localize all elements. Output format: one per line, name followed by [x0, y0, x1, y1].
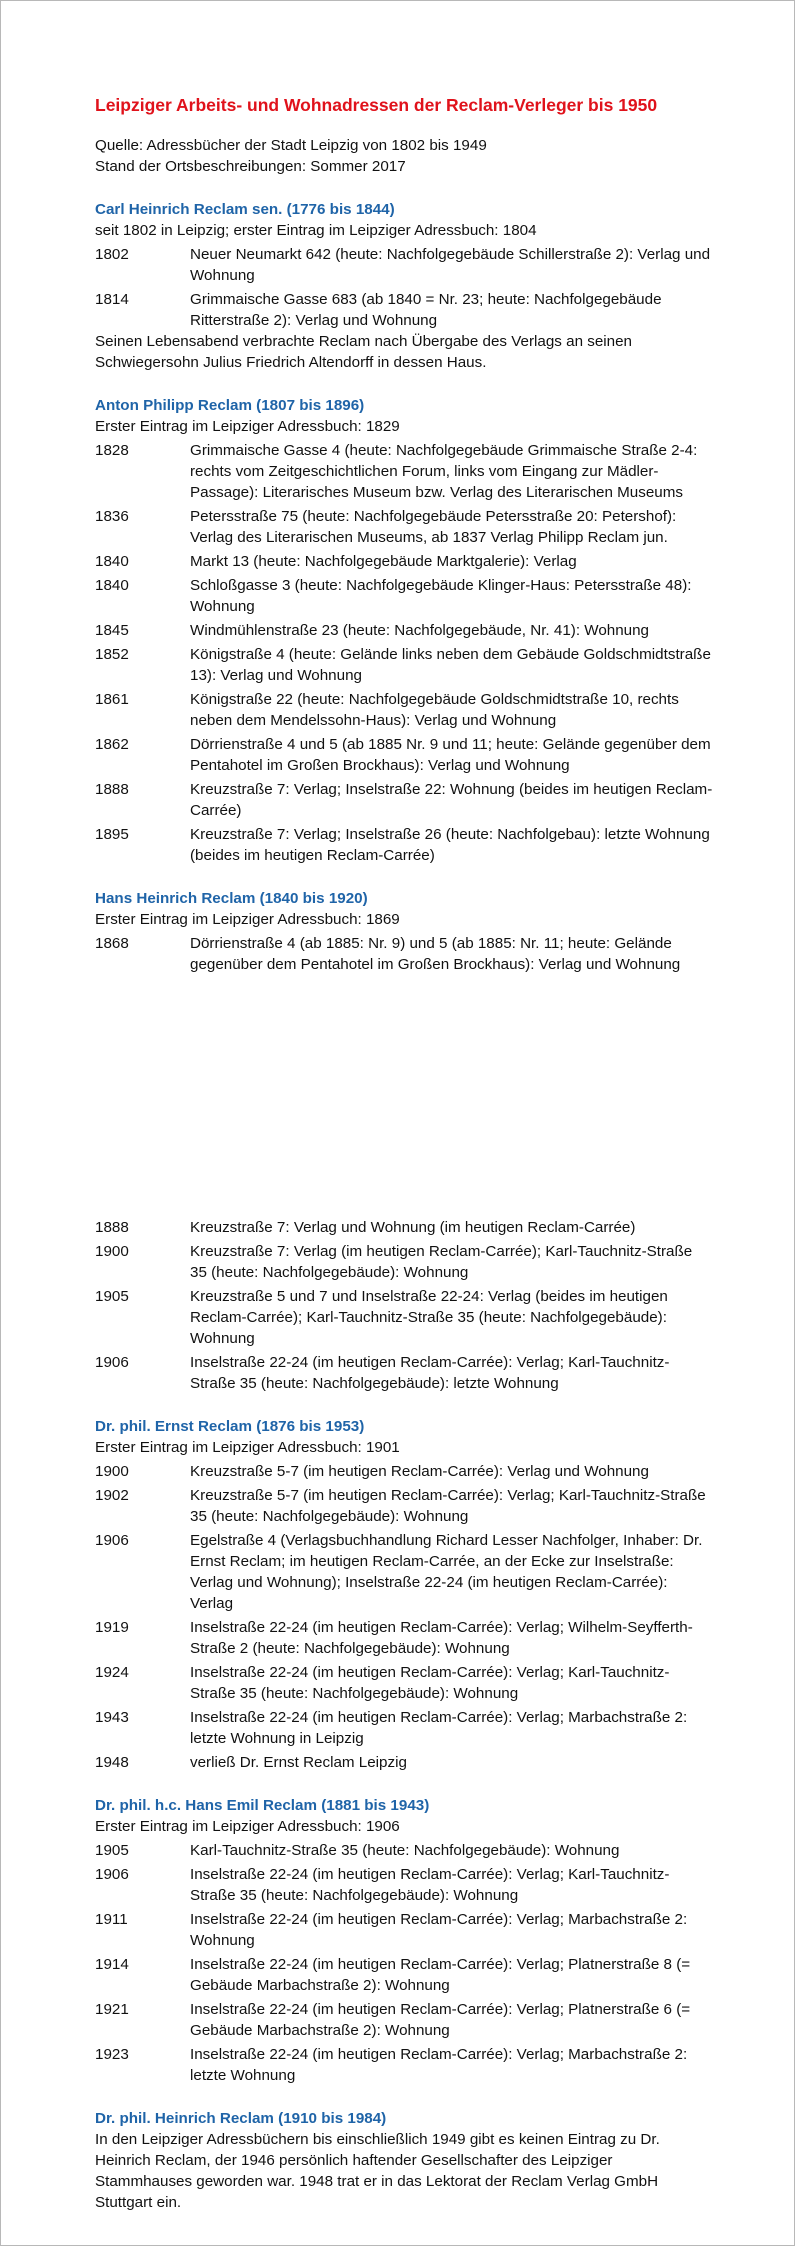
address-entry — [95, 551, 713, 572]
address-entry — [95, 1485, 713, 1527]
entry-address: Inselstraße 22-24 (im heutigen Reclam-Carrée): Verlag; Karl-Tauchnitz-Straße 35 (heute: Nachfolgegebäude): Wohnung — [190, 1866, 670, 1904]
address-entry — [95, 734, 713, 776]
entry-address: Inselstraße 22-24 (im heutigen Reclam-Carrée): Verlag; Marbachstraße 2: letzte Wohnung in Leipzig — [190, 1709, 688, 1747]
entry-address: Kreuzstraße 5-7 (im heutigen Reclam-Carrée): Verlag und Wohnung — [190, 1463, 649, 1480]
person-name: Dr. phil. Heinrich Reclam (1910 bis 1984) — [95, 2110, 387, 2127]
person-section — [95, 2108, 713, 2213]
address-entry — [95, 620, 713, 641]
page-1-content — [95, 93, 713, 975]
address-entry — [95, 1662, 713, 1704]
entry-address: Dörrienstraße 4 (ab 1885: Nr. 9) und 5 (ab 1885: Nr. 11; heute: Gelände gegenüber dem Pentahotel im Großen Brockhaus): Verlag und Wohnung — [190, 935, 681, 973]
address-entry — [95, 2044, 713, 2086]
address-entry — [95, 244, 713, 286]
address-entry — [95, 933, 713, 975]
entry-year: 1900 — [95, 1463, 129, 1480]
person-name: Dr. phil. h.c. Hans Emil Reclam (1881 bis 1943) — [95, 1797, 430, 1814]
entry-year: 1888 — [95, 1219, 129, 1236]
entry-address: Inselstraße 22-24 (im heutigen Reclam-Carrée): Verlag; Karl-Tauchnitz-Straße 35 (heute: Nachfolgegebäude): letzte Wohnung — [190, 1354, 670, 1392]
address-entry — [95, 506, 713, 548]
entry-year: 1919 — [95, 1619, 129, 1636]
entry-year: 1852 — [95, 646, 129, 663]
address-entry — [95, 1840, 713, 1861]
entry-year: 1840 — [95, 577, 129, 594]
address-entry — [95, 1461, 713, 1482]
address-list — [95, 1840, 713, 2086]
entry-year: 1943 — [95, 1709, 129, 1726]
person-section — [95, 395, 713, 866]
address-entry — [95, 1999, 713, 2041]
source-line: Quelle: Adressbücher der Stadt Leipzig von 1802 bis 1949 — [95, 137, 487, 154]
entry-address: Inselstraße 22-24 (im heutigen Reclam-Carrée): Verlag; Wilhelm-Seyfferth-Straße 2 (heute: Nachfolgegebäude): Wohnung — [190, 1619, 693, 1657]
entry-year: 1948 — [95, 1754, 129, 1771]
person-note: In den Leipziger Adressbüchern bis einschließlich 1949 gibt es keinen Eintrag zu Dr. Heinrich Reclam, der 1946 persönlich haftender Gesellschafter des Leipziger Stammhauses geworden war. 1948 trat er in das Lektorat der Reclam Verlag GmbH Stuttgart ein. — [95, 2131, 660, 2211]
entry-year: 1905 — [95, 1842, 129, 1859]
address-entry — [95, 644, 713, 686]
entry-address: Inselstraße 22-24 (im heutigen Reclam-Carrée): Verlag; Platnerstraße 6 (= Gebäude Marbachstraße 2): Wohnung — [190, 2001, 691, 2039]
address-entry — [95, 689, 713, 731]
entry-year: 1888 — [95, 781, 129, 798]
entry-address: Kreuzstraße 7: Verlag (im heutigen Reclam-Carrée); Karl-Tauchnitz-Straße 35 (heute: Nachfolgegebäude): Wohnung — [190, 1243, 693, 1281]
person-name: Anton Philipp Reclam (1807 bis 1896) — [95, 397, 365, 414]
address-entry — [95, 1752, 713, 1773]
entry-year: 1861 — [95, 691, 129, 708]
person-name: Dr. phil. Ernst Reclam (1876 bis 1953) — [95, 1418, 365, 1435]
entry-year: 1906 — [95, 1532, 129, 1549]
entry-year: 1906 — [95, 1354, 129, 1371]
entry-address: Windmühlenstraße 23 (heute: Nachfolgegebäude, Nr. 41): Wohnung — [190, 622, 649, 639]
person-section — [95, 888, 713, 975]
address-entry — [95, 1707, 713, 1749]
address-entry — [95, 1954, 713, 1996]
entry-address: Karl-Tauchnitz-Straße 35 (heute: Nachfolgegebäude): Wohnung — [190, 1842, 620, 1859]
entry-year: 1905 — [95, 1288, 129, 1305]
entry-address: Kreuzstraße 5-7 (im heutigen Reclam-Carrée): Verlag; Karl-Tauchnitz-Straße 35 (heute: Nachfolgegebäude): Wohnung — [190, 1487, 706, 1525]
entry-address: Dörrienstraße 4 und 5 (ab 1885 Nr. 9 und 11; heute: Gelände gegenüber dem Pentahotel im Großen Brockhaus): Verlag und Wohnung — [190, 736, 711, 774]
address-entry — [95, 779, 713, 821]
entry-year: 1862 — [95, 736, 129, 753]
entry-year: 1828 — [95, 442, 129, 459]
entry-year: 1906 — [95, 1866, 129, 1883]
entry-year: 1911 — [95, 1911, 128, 1928]
entry-address: Grimmaische Gasse 683 (ab 1840 = Nr. 23; heute: Nachfolgegebäude Ritterstraße 2): Verlag und Wohnung — [190, 291, 662, 329]
entry-address: Kreuzstraße 7: Verlag; Inselstraße 22: Wohnung (beides im heutigen Reclam-Carrée) — [190, 781, 713, 819]
person-intro: Erster Eintrag im Leipziger Adressbuch: 1869 — [95, 911, 400, 928]
address-entry — [95, 575, 713, 617]
address-list — [95, 1461, 713, 1773]
entry-address: Königstraße 22 (heute: Nachfolgegebäude Goldschmidtstraße 10, rechts neben dem Mendelssohn-Haus): Verlag und Wohnung — [190, 691, 679, 729]
entry-year: 1923 — [95, 2046, 129, 2063]
entry-year: 1845 — [95, 622, 129, 639]
address-entry — [95, 1217, 713, 1238]
page-2-content — [95, 1217, 713, 2213]
entry-address: Egelstraße 4 (Verlagsbuchhandlung Richard Lesser Nachfolger, Inhaber: Dr. Ernst Reclam; im heutigen Reclam-Carrée, an der Ecke zur Inselstraße: Verlag und Wohnung); Inselstraße 22-24 (im heutigen Reclam-Carrée): Verlag — [190, 1532, 703, 1612]
entry-year: 1836 — [95, 508, 129, 525]
address-entry — [95, 1241, 713, 1283]
entry-year: 1921 — [95, 2001, 129, 2018]
entry-year: 1900 — [95, 1243, 129, 1260]
entry-address: Kreuzstraße 7: Verlag und Wohnung (im heutigen Reclam-Carrée) — [190, 1219, 636, 1236]
address-list-continued — [95, 1217, 713, 1394]
entry-address: Neuer Neumarkt 642 (heute: Nachfolgegebäude Schillerstraße 2): Verlag und Wohnung — [190, 246, 711, 284]
person-intro: Erster Eintrag im Leipziger Adressbuch: 1906 — [95, 1818, 400, 1835]
entry-address: Kreuzstraße 7: Verlag; Inselstraße 26 (heute: Nachfolgebau): letzte Wohnung (beides im heutigen Reclam-Carrée) — [190, 826, 710, 864]
person-intro: Erster Eintrag im Leipziger Adressbuch: 1829 — [95, 418, 400, 435]
entry-year: 1814 — [95, 291, 129, 308]
address-entry — [95, 1909, 713, 1951]
person-name: Hans Heinrich Reclam (1840 bis 1920) — [95, 890, 368, 907]
entry-year: 1868 — [95, 935, 129, 952]
entry-address: verließ Dr. Ernst Reclam Leipzig — [190, 1754, 407, 1771]
entry-address: Grimmaische Gasse 4 (heute: Nachfolgegebäude Grimmaische Straße 2-4: rechts vom Zeitgeschichtlichen Forum, links vom Eingang zur Mädler-Passage): Literarisches Museum bzw. Verlag des Literarischen Museums — [190, 442, 698, 501]
entry-year: 1924 — [95, 1664, 129, 1681]
entry-year: 1802 — [95, 246, 129, 263]
entry-address: Kreuzstraße 5 und 7 und Inselstraße 22-24: Verlag (beides im heutigen Reclam-Carrée); Karl-Tauchnitz-Straße 35 (heute: Nachfolgegebäude): Wohnung — [190, 1288, 668, 1347]
entry-year: 1902 — [95, 1487, 129, 1504]
entry-address: Inselstraße 22-24 (im heutigen Reclam-Carrée): Verlag; Karl-Tauchnitz-Straße 35 (heute: Nachfolgegebäude): Wohnung — [190, 1664, 670, 1702]
person-name: Carl Heinrich Reclam sen. (1776 bis 1844) — [95, 201, 395, 218]
address-entry — [95, 440, 713, 503]
entry-address: Königstraße 4 (heute: Gelände links neben dem Gebäude Goldschmidtstraße 13): Verlag und Wohnung — [190, 646, 711, 684]
person-section — [95, 199, 713, 373]
person-intro: seit 1802 in Leipzig; erster Eintrag im Leipziger Adressbuch: 1804 — [95, 222, 537, 239]
entry-address: Petersstraße 75 (heute: Nachfolgegebäude Petersstraße 20: Petershof): Verlag des Literarischen Museums, ab 1837 Verlag Philipp Reclam jun. — [190, 508, 677, 546]
entry-address: Schloßgasse 3 (heute: Nachfolgegebäude Klinger-Haus: Petersstraße 48): Wohnung — [190, 577, 692, 615]
address-entry — [95, 1617, 713, 1659]
address-entry — [95, 824, 713, 866]
person-intro: Erster Eintrag im Leipziger Adressbuch: 1901 — [95, 1439, 400, 1456]
entry-year: 1895 — [95, 826, 129, 843]
person-section — [95, 1795, 713, 2086]
person-section — [95, 1416, 713, 1773]
address-entry — [95, 1864, 713, 1906]
entry-address: Inselstraße 22-24 (im heutigen Reclam-Carrée): Verlag; Marbachstraße 2: letzte Wohnung — [190, 2046, 688, 2084]
address-list — [95, 244, 713, 331]
entry-address: Inselstraße 22-24 (im heutigen Reclam-Carrée): Verlag; Platnerstraße 8 (= Gebäude Marbachstraße 2): Wohnung — [190, 1956, 691, 1994]
status-line: Stand der Ortsbeschreibungen: Sommer 2017 — [95, 158, 406, 175]
entry-address: Inselstraße 22-24 (im heutigen Reclam-Carrée): Verlag; Marbachstraße 2: Wohnung — [190, 1911, 688, 1949]
address-entry — [95, 1286, 713, 1349]
address-entry — [95, 1352, 713, 1394]
address-list — [95, 440, 713, 866]
address-entry — [95, 289, 713, 331]
person-note: Seinen Lebensabend verbrachte Reclam nach Übergabe des Verlags an seinen Schwiegersohn Julius Friedrich Altendorff in dessen Haus. — [95, 333, 632, 371]
address-entry — [95, 1530, 713, 1614]
entry-year: 1914 — [95, 1956, 129, 1973]
entry-address: Markt 13 (heute: Nachfolgegebäude Marktgalerie): Verlag — [190, 553, 577, 570]
address-list — [95, 933, 713, 975]
entry-year: 1840 — [95, 553, 129, 570]
document-title: Leipziger Arbeits- und Wohnadressen der Reclam-Verleger bis 1950 — [95, 95, 658, 115]
source-info — [95, 135, 713, 177]
